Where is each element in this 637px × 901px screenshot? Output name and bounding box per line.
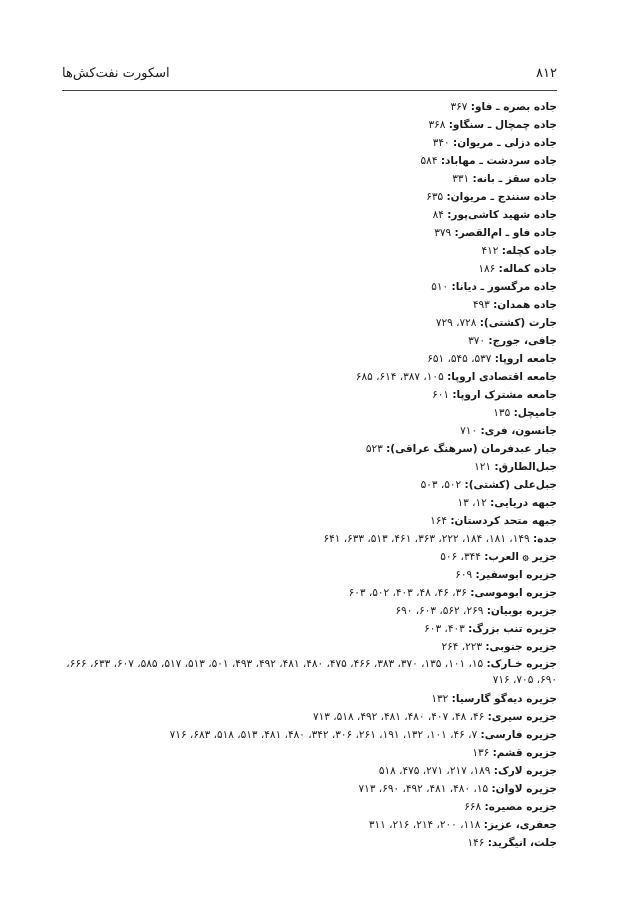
running-title: اسکورت نفت‌کش‌ها (62, 66, 170, 81)
index-entry (57, 368, 557, 386)
index-term: جاده مرگسور ـ دیانا: (451, 281, 557, 293)
index-entry (57, 512, 557, 530)
index-pages: ۱۵، ۴۸۰، ۴۸۱، ۴۹۲، ۶۹۰، ۷۱۳ (358, 783, 489, 795)
page-number: ۸۱۲ (536, 66, 557, 81)
index-pages: ۱۸۶ (478, 263, 496, 275)
index-term: جبار عبدفرمان (سرهنگ عراقی): (386, 443, 557, 455)
index-term: جاده بصره ـ فاو: (470, 101, 557, 113)
index-entry (57, 798, 557, 816)
index-entry (57, 242, 557, 260)
index-term: جامعه اروپا: (494, 353, 557, 365)
index-entry (57, 278, 557, 296)
index-entry (57, 620, 557, 638)
index-entry (57, 656, 557, 690)
index-pages: ۴۶، ۴۸، ۴۰۷، ۴۸۰، ۴۸۱، ۴۹۲، ۵۱۸، ۷۱۳ (313, 711, 485, 723)
index-entry (57, 170, 557, 188)
index-entry (57, 584, 557, 602)
index-entry (57, 296, 557, 314)
index-term: جاده کچله: (501, 245, 557, 257)
index-pages: ۵۲۳ (365, 443, 383, 455)
index-term: جاده سردشت ـ مهاباد: (440, 155, 557, 167)
index-pages: ۴۱۲ (481, 245, 499, 257)
index-pages: ۷۲۸، ۷۲۹ (435, 317, 477, 329)
index-pages: ۶۰۹ (455, 569, 473, 581)
index-term: جامیچل: (513, 407, 557, 419)
index-entry (57, 816, 557, 834)
index-term: جاده همدان: (493, 299, 557, 311)
index-pages: ۱۸۹، ۲۱۷، ۲۷۱، ۴۷۵، ۵۱۸ (378, 765, 491, 777)
index-term: جبل‌الطارق: (494, 461, 557, 473)
index-pages: ۱۴۶ (467, 837, 485, 849)
index-pages: ۷، ۴۶، ۱۰۱، ۱۳۲، ۱۹۱، ۲۶۱، ۳۰۶، ۳۴۲، ۴۸۰، ۴۸۱، ۵۱۳، ۵۱۸، ۶۸۳، ۷۱۶ (169, 729, 478, 741)
index-pages: ۶۶۸ (464, 801, 482, 813)
index-term: جاده چمچال ـ سنگاو: (448, 119, 557, 131)
index-pages: ۵۳۷، ۵۴۵، ۶۵۱ (427, 353, 492, 365)
index-pages: ۳۴۴، ۵۰۶ (440, 551, 481, 563)
index-pages: ۷۱۰ (460, 425, 478, 437)
index-term: جاده شهید کاشی‌پور: (447, 209, 557, 221)
index-term: جبهه متحد کردستان: (450, 515, 557, 527)
index-pages: ۳۴۰ (432, 137, 450, 149)
index-entry (57, 476, 557, 494)
index-term: جاده کماله: (498, 263, 557, 275)
index-pages: ۲۲۳، ۲۶۴ (441, 641, 483, 653)
index-entry (57, 708, 557, 726)
index-term: جاده سقز ـ بانه: (472, 173, 557, 185)
index-term: جزیره لاوان: (491, 783, 557, 795)
index-entry (57, 834, 557, 852)
index-term: جزیره تنب بزرگ: (468, 623, 557, 635)
index-term: جزیره ابوموسی: (470, 587, 557, 599)
index-pages: ۲۶۹، ۵۶۲، ۶۰۳، ۶۹۰ (395, 605, 484, 617)
index-term: جانسون، فری: (480, 425, 557, 437)
index-pages: ۱۳۶ (472, 747, 490, 759)
index-term: جزیره سیری: (487, 711, 557, 723)
index-entry (57, 206, 557, 224)
index-entry (57, 690, 557, 708)
index-entry (57, 422, 557, 440)
index-pages: ۱۶۴ (430, 515, 448, 527)
index-pages: ۱۴۹، ۱۸۱، ۱۸۴، ۲۲۲، ۳۶۳، ۴۶۱، ۵۱۳، ۶۳۳، ۶۴۱ (323, 533, 530, 545)
index-pages: ۳۶۷ (450, 101, 468, 113)
index-entry (57, 762, 557, 780)
index-entry (57, 260, 557, 278)
index-term: جزیره ابوسفیر: (475, 569, 557, 581)
index-entry (57, 314, 557, 332)
index-term: جارت (کشتی): (479, 317, 557, 329)
index-term: جزیره دیه‌گو گارسیا: (451, 693, 557, 705)
index-list (57, 98, 557, 852)
index-entry (57, 134, 557, 152)
index-pages: ۳۶، ۴۶، ۴۸، ۴۰۳، ۵۰۲، ۶۰۳ (348, 587, 467, 599)
index-entry (57, 726, 557, 744)
index-pages: ۵۰۲، ۵۰۳ (420, 479, 462, 491)
index-term: جزیره بوبیان: (486, 605, 557, 617)
index-pages: ۱۰۵، ۳۸۷، ۶۱۴، ۶۸۵ (355, 371, 444, 383)
index-entry (57, 116, 557, 134)
index-pages: ۳۷۹ (434, 227, 452, 239)
index-pages: ۱۵، ۱۰۱، ۱۳۵، ۳۷۰، ۳۸۳، ۴۶۶، ۴۷۵، ۴۸۰، ۴۸۱، ۴۹۲، ۴۹۳، ۵۰۱، ۵۱۳، ۵۱۷، ۵۸۵، ۶۰۷، ۶۳۳، ۶۶۶، ۶۹۰، ۷۰۵، ۷۱۶ (66, 658, 557, 686)
index-entry (57, 780, 557, 798)
index-term: جاده سنندج ـ مریوان: (446, 191, 557, 203)
index-term: جبل‌علی (کشتی): (464, 479, 557, 491)
index-pages: ۱۲۱ (474, 461, 492, 473)
index-pages: ۱۱۸، ۲۰۰، ۲۱۴، ۲۱۶، ۳۱۱ (368, 819, 481, 831)
index-entry (57, 530, 557, 548)
index-entry (57, 224, 557, 242)
index-entry (57, 152, 557, 170)
index-entry (57, 566, 557, 584)
index-pages: ۱۳۲ (431, 693, 449, 705)
index-term: جزیره فارسی: (480, 729, 557, 741)
index-term: جزیره جنوبی: (485, 641, 557, 653)
index-entry (57, 744, 557, 762)
index-pages: ۶۰۱ (432, 389, 450, 401)
index-entry (57, 440, 557, 458)
index-term: جامعه اقتصادی اروپا: (447, 371, 557, 383)
index-term: جزیر ۞ العرب: (484, 551, 557, 563)
index-term: جاده دزلی ـ مریوان: (453, 137, 557, 149)
index-term: جاده فاو ـ ام‌القصر: (454, 227, 557, 239)
index-entry (57, 458, 557, 476)
index-entry (57, 494, 557, 512)
index-pages: ۴۹۳ (472, 299, 490, 311)
index-pages: ۵۱۰ (431, 281, 449, 293)
index-term: جافی، جورج: (488, 335, 557, 347)
index-term: جزیره مصیره: (484, 801, 557, 813)
index-entry (57, 332, 557, 350)
index-pages: ۴۰۳، ۶۰۳ (424, 623, 465, 635)
index-pages: ۱۳۵ (493, 407, 511, 419)
index-entry (57, 350, 557, 368)
index-pages: ۱۲، ۱۳ (457, 497, 487, 509)
page-header (62, 66, 557, 88)
index-term: جده: (532, 533, 557, 545)
index-term: جزیره لارک: (493, 765, 557, 777)
index-pages: ۶۳۵ (426, 191, 444, 203)
index-term: جبهه دریایی: (490, 497, 557, 509)
index-pages: ۳۷۰ (468, 335, 486, 347)
index-pages: ۳۳۱ (452, 173, 470, 185)
index-entry (57, 98, 557, 116)
index-term: جلت، انیگرید: (487, 837, 557, 849)
index-pages: ۵۸۴ (420, 155, 438, 167)
index-entry (57, 386, 557, 404)
index-term: جزیره خـارک: (486, 658, 557, 670)
header-rule (62, 90, 557, 91)
index-entry (57, 638, 557, 656)
index-entry (57, 188, 557, 206)
index-pages: ۳۶۸ (428, 119, 446, 131)
index-term: جامعه مشترک اروپا: (452, 389, 557, 401)
index-term: جزیره قشم: (492, 747, 557, 759)
index-entry (57, 404, 557, 422)
index-entry (57, 602, 557, 620)
index-entry (57, 548, 557, 566)
index-term: جعفری، عزیز: (483, 819, 557, 831)
index-pages: ۸۴ (432, 209, 444, 221)
